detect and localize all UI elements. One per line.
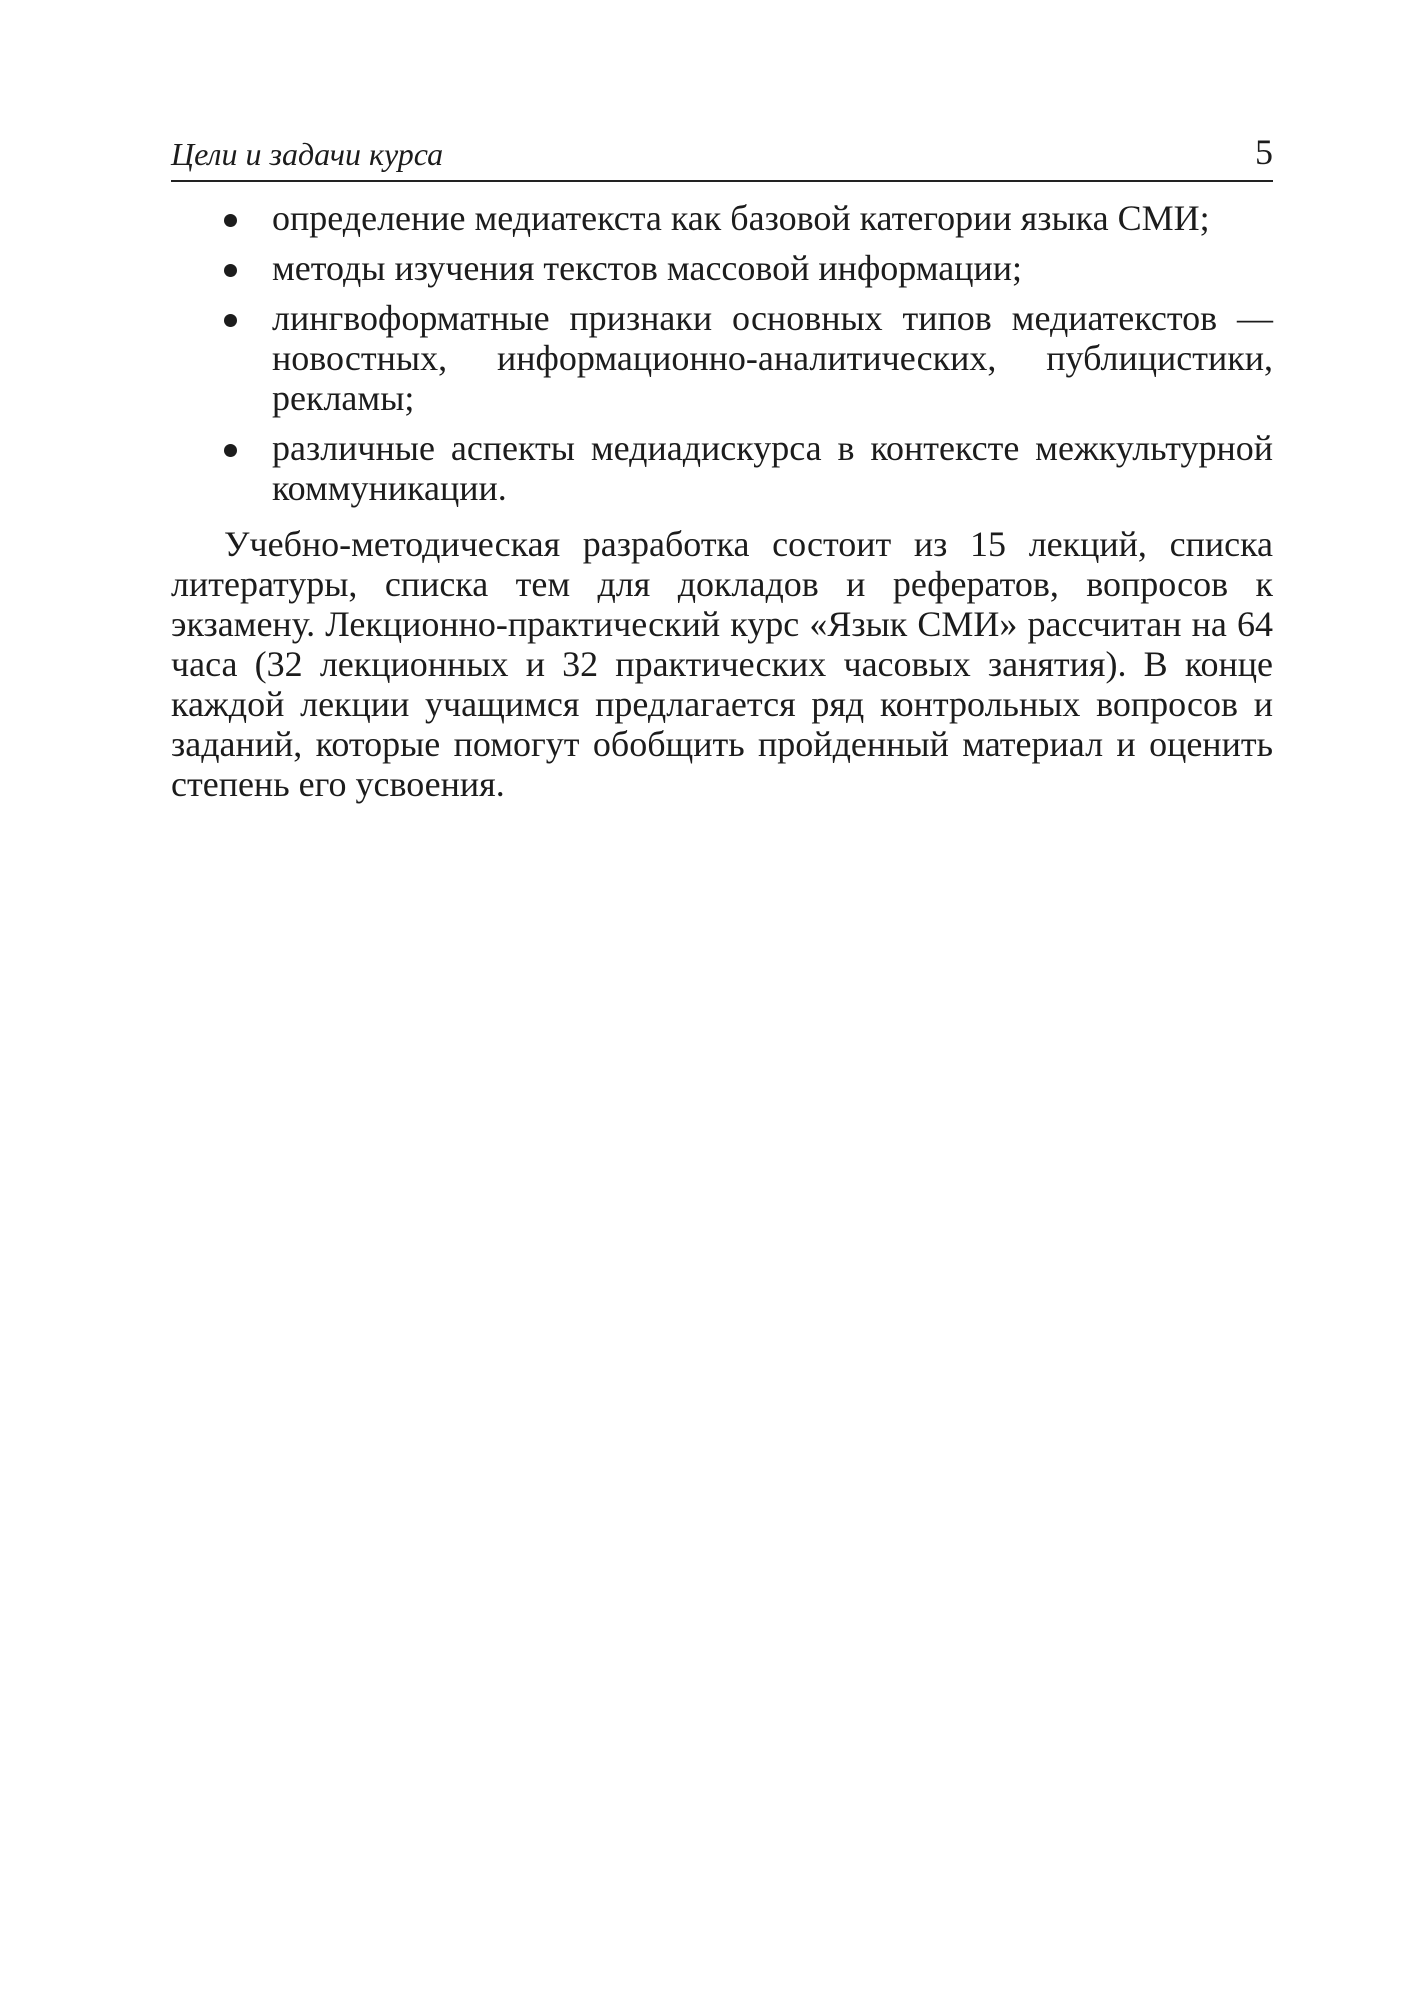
bullet-icon [224,214,237,227]
list-item-text: различные аспекты медиадискурса в контексте межкультурной коммуникации. [272,428,1273,508]
list-item-text: определение медиатекста как базовой категории языка СМИ; [272,198,1210,238]
list-item-text: методы изучения текстов массовой информации; [272,248,1023,288]
bullet-icon [224,264,237,277]
running-header-title: Цели и задачи курса [171,136,444,172]
list-item [171,298,1273,418]
bullet-icon [224,314,237,327]
list-item [171,198,1273,238]
body-paragraph: Учебно-методическая разработка состоит из 15 лекций, списка литературы, списка тем для докладов и рефератов, вопросов к экзамену. Лекционно-практический курс «Язык СМИ» рассчитан на 64 часа (32 лекционных и 32 практических часовых занятия). В конце каждой лекции учащимся предлагается ряд контрольных вопросов и заданий, которые помогут обобщить пройденный материал и оценить степень его усвоения. [171,524,1273,804]
document-page [171,0,1273,2000]
list-item [171,428,1273,508]
list-item [171,248,1273,288]
running-header [171,126,1273,182]
page-number: 5 [1255,132,1273,172]
bullet-list [171,198,1273,508]
list-item-text: лингвоформатные признаки основных типов медиатекстов — новостных, информационно-аналитических, публицистики, рекламы; [272,298,1273,418]
bullet-icon [224,444,237,457]
page-body [171,198,1273,804]
